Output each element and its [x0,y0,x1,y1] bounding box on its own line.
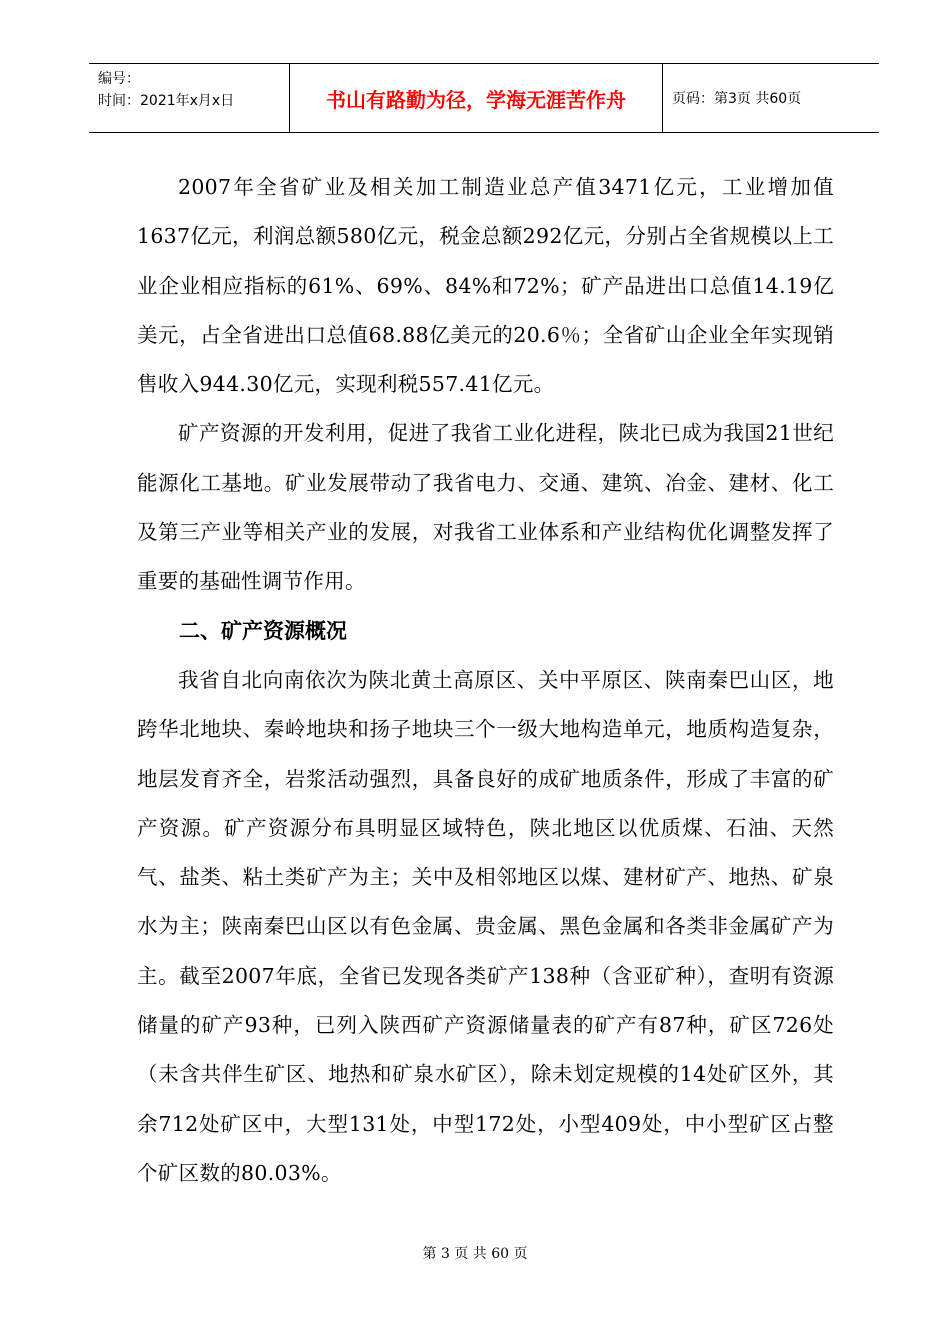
document-time-label: 时间：2021年x月x日 [98,93,235,109]
header-page-label: 页码：第3页 共60页 [672,91,802,107]
document-body [137,163,834,1198]
page-header [89,63,879,133]
paragraph-mining-output: 2007年全省矿业及相关加工制造业总产值3471亿元，工业增加值1637亿元，利润总额580亿元，税金总额292亿元，分别占全省规模以上工业企业相应指标的61%、69%、84%和72%；矿产品进出口总值14.19亿美元，占全省进出口总值68.88亿美元的20.6％；全省矿山企业全年实现销售收入944.30亿元，实现利税557.41亿元。 [137,175,834,397]
paragraph-resource-overview: 我省自北向南依次为陕北黄土高原区、关中平原区、陕南秦巴山区，地跨华北地块、秦岭地块和扬子地块三个一级大地构造单元，地质构造复杂，地层发育齐全，岩浆活动强烈，具备良好的成矿地质条件，形成了丰富的矿产资源。矿产资源分布具明显区域特色，陕北地区以优质煤、石油、天然气、盐类、粘土类矿产为主；关中及相邻地区以煤、建材矿产、地热、矿泉水为主；陕南秦巴山区以有色金属、贵金属、黑色金属和各类非金属矿产为主。截至2007年底，全省已发现各类矿产138种（含亚矿种），查明有资源储量的矿产93种，已列入陕西矿产资源储量表的矿产有87种，矿区726处（未含共伴生矿区、地热和矿泉水矿区），除未划定规模的14处矿区外，其余712处矿区中，大型131处，中型172处，小型409处，中小型矿区占整个矿区数的80.03%。 [137,667,834,1185]
paragraph-industrialization: 矿产资源的开发利用，促进了我省工业化进程，陕北已成为我国21世纪能源化工基地。矿业发展带动了我省电力、交通、建筑、冶金、建材、化工及第三产业等相关产业的发展，对我省工业体系和产业结构优化调整发挥了重要的基础性调节作用。 [137,421,834,594]
document-number-label: 编号： [98,71,140,87]
header-motto: 书山有路勤为径，学海无涯苦作舟 [290,64,663,132]
page-footer: 第 3 页 共 60 页 [422,1246,528,1262]
section-heading: 二、矿产资源概况 [179,618,347,643]
header-meta [89,64,290,132]
